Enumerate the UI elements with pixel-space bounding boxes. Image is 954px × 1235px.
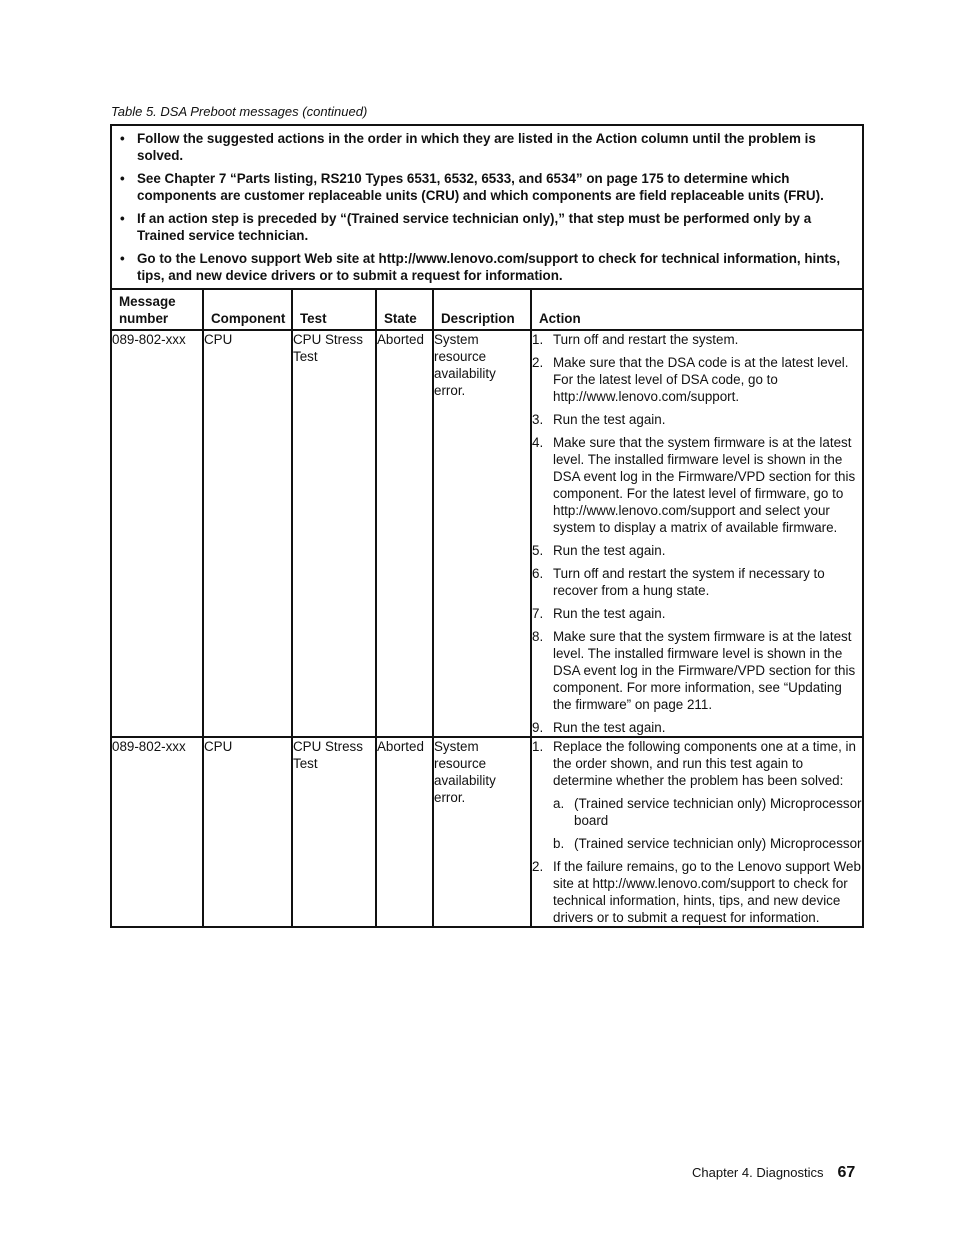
action-step	[532, 434, 862, 536]
action-list	[532, 738, 862, 926]
action-step	[532, 542, 862, 559]
step-text: Make sure that the system firmware is at the latest level. The installed firmware level is shown in the DSA event log in the Firmware/VPD section for this component. For more information, see “Updating the firmware” on page 211.	[553, 629, 856, 712]
action-step	[532, 411, 862, 428]
component-cell: CPU	[203, 737, 292, 927]
description-cell: System resource availability error.	[433, 330, 531, 737]
test-cell: CPU Stress Test	[292, 330, 376, 737]
message-number-cell: 089-802-xxx	[111, 330, 203, 737]
step-text: Turn off and restart the system if necessary to recover from a hung state.	[553, 566, 825, 598]
sub-action-step	[553, 835, 862, 852]
table-row	[111, 330, 863, 737]
message-number-cell: 089-802-xxx	[111, 737, 203, 927]
note-item: • Go to the Lenovo support Web site at http://www.lenovo.com/support to check for technical information, hints, tips, and new device drivers or to submit a request for information.	[120, 250, 854, 284]
footer-chapter: Chapter 4. Diagnostics	[692, 1165, 824, 1180]
step-text: Run the test again.	[553, 606, 666, 621]
note-item: • See Chapter 7 “Parts listing, RS210 Types 6531, 6532, 6533, and 6534” on page 175 to determine which components are customer replaceable units (CRU) and which components are field replaceable units (FRU).	[120, 170, 854, 204]
step-text: Run the test again.	[553, 412, 666, 427]
step-number: 7.	[532, 606, 544, 621]
step-number: 8.	[532, 629, 544, 644]
step-number: 6.	[532, 566, 544, 581]
action-step	[532, 719, 862, 736]
action-list	[532, 331, 862, 736]
step-text: Make sure that the DSA code is at the latest level. For the latest level of DSA code, go to http://www.lenovo.com/support.	[553, 355, 849, 404]
action-step	[532, 331, 862, 348]
step-text: Turn off and restart the system.	[553, 332, 739, 347]
table-caption: Table 5. DSA Preboot messages (continued)	[111, 104, 368, 119]
action-cell	[531, 330, 863, 737]
step-text: If the failure remains, go to the Lenovo support Web site at http://www.lenovo.com/support to check for technical information, hints, tips, and new device drivers or to submit a request for information.	[553, 859, 861, 925]
action-step	[532, 605, 862, 622]
step-number: 2.	[532, 355, 544, 370]
sub-action-list	[553, 795, 862, 852]
step-text: Make sure that the system firmware is at the latest level. The installed firmware level is shown in the DSA event log in the Firmware/VPD section for this component. For the latest level of firmware, go to http://www.lenovo.com/support and select your system to display a matrix of available firmware.	[553, 435, 856, 535]
notes-row	[111, 125, 863, 289]
test-cell: CPU Stress Test	[292, 737, 376, 927]
step-number: 5.	[532, 543, 544, 558]
step-text: Replace the following components one at a time, in the order shown, and run this test again to determine whether the problem has been solved:	[553, 739, 856, 788]
page-footer	[692, 1164, 855, 1182]
header-test: Test	[292, 289, 376, 330]
step-text: Run the test again.	[553, 543, 666, 558]
table-row	[111, 737, 863, 927]
step-number: 2.	[532, 859, 544, 874]
header-row	[111, 289, 863, 330]
description-cell: System resource availability error.	[433, 737, 531, 927]
header-action: Action	[531, 289, 863, 330]
note-item: • If an action step is preceded by “(Trained service technician only),” that step must be performed only by a Trained service technician.	[120, 210, 854, 244]
page-number: 67	[837, 1164, 856, 1181]
state-cell: Aborted	[376, 330, 433, 737]
header-description: Description	[433, 289, 531, 330]
step-number: 1.	[532, 739, 544, 754]
step-number: 9.	[532, 720, 544, 735]
state-cell: Aborted	[376, 737, 433, 927]
sub-step-text: (Trained service technician only) Microprocessor board	[574, 796, 862, 828]
header-message-number: Message number	[111, 289, 203, 330]
step-text: Run the test again.	[553, 720, 666, 735]
sub-step-letter: a.	[553, 796, 565, 811]
action-step	[532, 354, 862, 405]
step-number: 1.	[532, 332, 544, 347]
step-number: 3.	[532, 412, 544, 427]
dsa-preboot-table	[110, 124, 864, 928]
notes-cell	[111, 125, 863, 289]
action-step	[532, 628, 862, 713]
header-component: Component	[203, 289, 292, 330]
action-cell	[531, 737, 863, 927]
sub-step-text: (Trained service technician only) Microprocessor	[574, 836, 862, 851]
action-step	[532, 738, 862, 852]
header-state: State	[376, 289, 433, 330]
component-cell: CPU	[203, 330, 292, 737]
action-step	[532, 565, 862, 599]
sub-step-letter: b.	[553, 836, 565, 851]
note-item: • Follow the suggested actions in the order in which they are listed in the Action column until the problem is solved.	[120, 130, 854, 164]
notes-list	[120, 130, 854, 284]
step-number: 4.	[532, 435, 544, 450]
action-step	[532, 858, 862, 926]
sub-action-step	[553, 795, 862, 829]
